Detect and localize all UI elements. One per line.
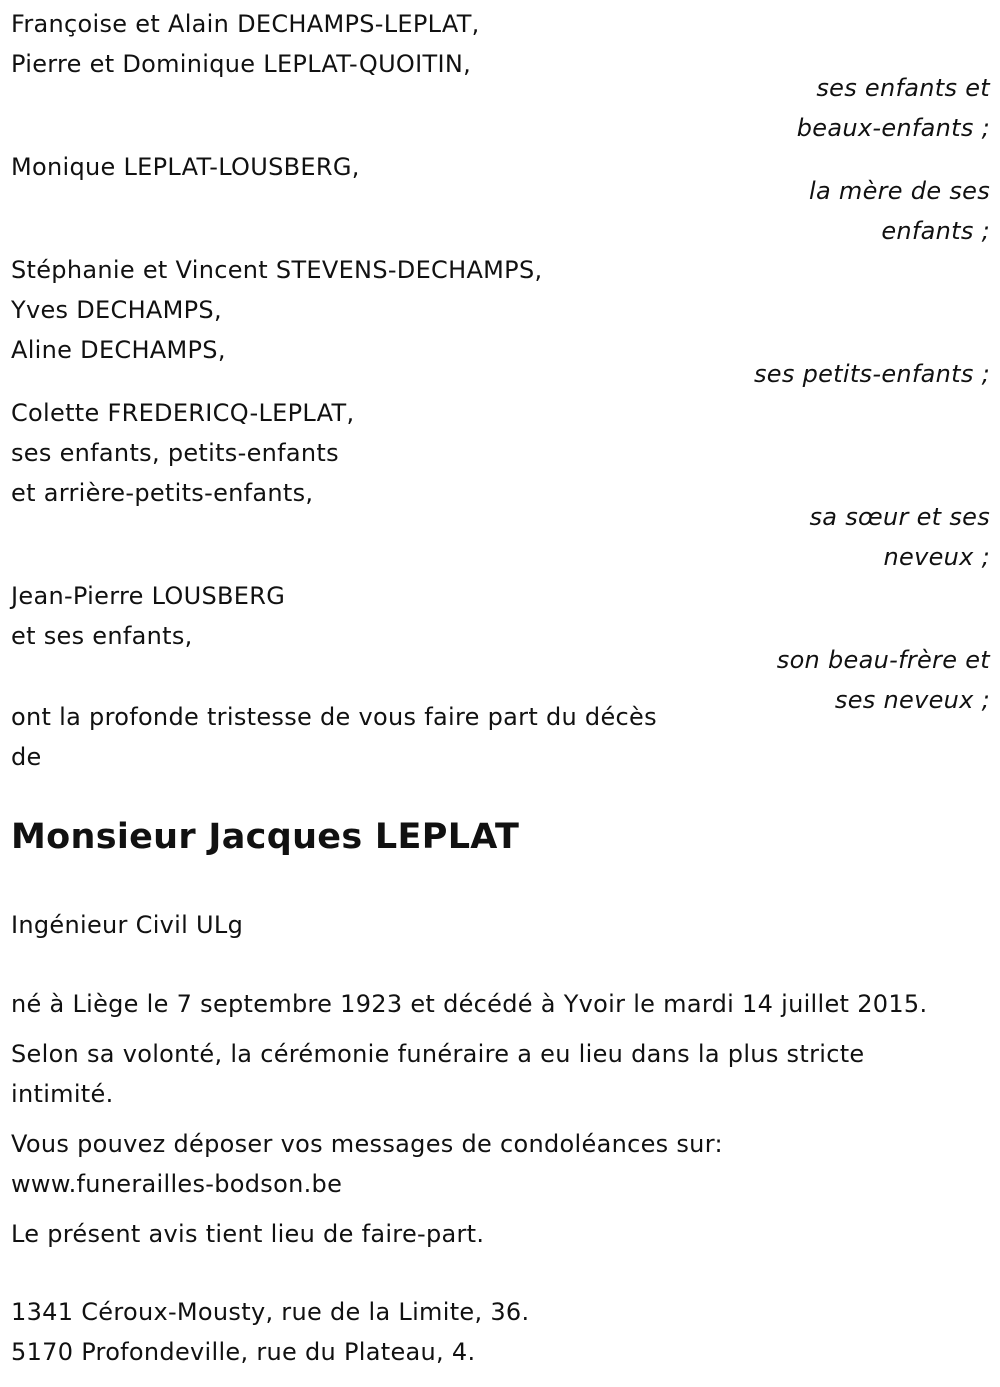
deceased-name: Monsieur Jacques LEPLAT	[11, 817, 520, 857]
condolences-line: Vous pouvez déposer vos messages de condoléances sur:	[11, 1130, 723, 1158]
notice-line: Le présent avis tient lieu de faire-part.	[11, 1220, 485, 1248]
relation-label: ses enfants et	[816, 74, 990, 102]
relation-label: ses petits-enfants ;	[753, 360, 990, 388]
family-name-line: ses enfants, petits-enfants	[11, 439, 339, 467]
birth-death-line: né à Liège le 7 septembre 1923 et décédé à Yvoir le mardi 14 juillet 2015.	[11, 990, 928, 1018]
address-line: 1341 Céroux-Mousty, rue de la Limite, 36.	[11, 1298, 530, 1326]
relation-label: beaux-enfants ;	[796, 114, 990, 142]
address-line: 5170 Profondeville, rue du Plateau, 4.	[11, 1338, 476, 1366]
relation-label: enfants ;	[881, 217, 990, 245]
family-name-line: Colette FREDERICQ-LEPLAT,	[11, 399, 355, 427]
relation-label: neveux ;	[883, 543, 990, 571]
announcement-line: ont la profonde tristesse de vous faire part du décès	[11, 703, 657, 731]
family-name-line: Stéphanie et Vincent STEVENS-DECHAMPS,	[11, 256, 543, 284]
family-name-line: Jean-Pierre LOUSBERG	[11, 582, 286, 610]
ceremony-line: Selon sa volonté, la cérémonie funéraire a eu lieu dans la plus stricte	[11, 1040, 865, 1068]
family-name-line: et ses enfants,	[11, 622, 193, 650]
family-name-line: Pierre et Dominique LEPLAT-QUOITIN,	[11, 50, 472, 78]
family-name-line: et arrière-petits-enfants,	[11, 479, 314, 507]
deceased-profession: Ingénieur Civil ULg	[11, 911, 244, 939]
announcement-line: de	[11, 743, 42, 771]
ceremony-line: intimité.	[11, 1080, 114, 1108]
relation-label: son beau-frère et	[776, 646, 990, 674]
condolences-website: www.funerailles-bodson.be	[11, 1170, 343, 1198]
family-name-line: Yves DECHAMPS,	[11, 296, 222, 324]
relation-label: la mère de ses	[808, 177, 990, 205]
family-name-line: Monique LEPLAT-LOUSBERG,	[11, 153, 360, 181]
relation-label: ses neveux ;	[834, 686, 990, 714]
family-name-line: Françoise et Alain DECHAMPS-LEPLAT,	[11, 10, 480, 38]
relation-label: sa sœur et ses	[809, 503, 990, 531]
family-name-line: Aline DECHAMPS,	[11, 336, 226, 364]
